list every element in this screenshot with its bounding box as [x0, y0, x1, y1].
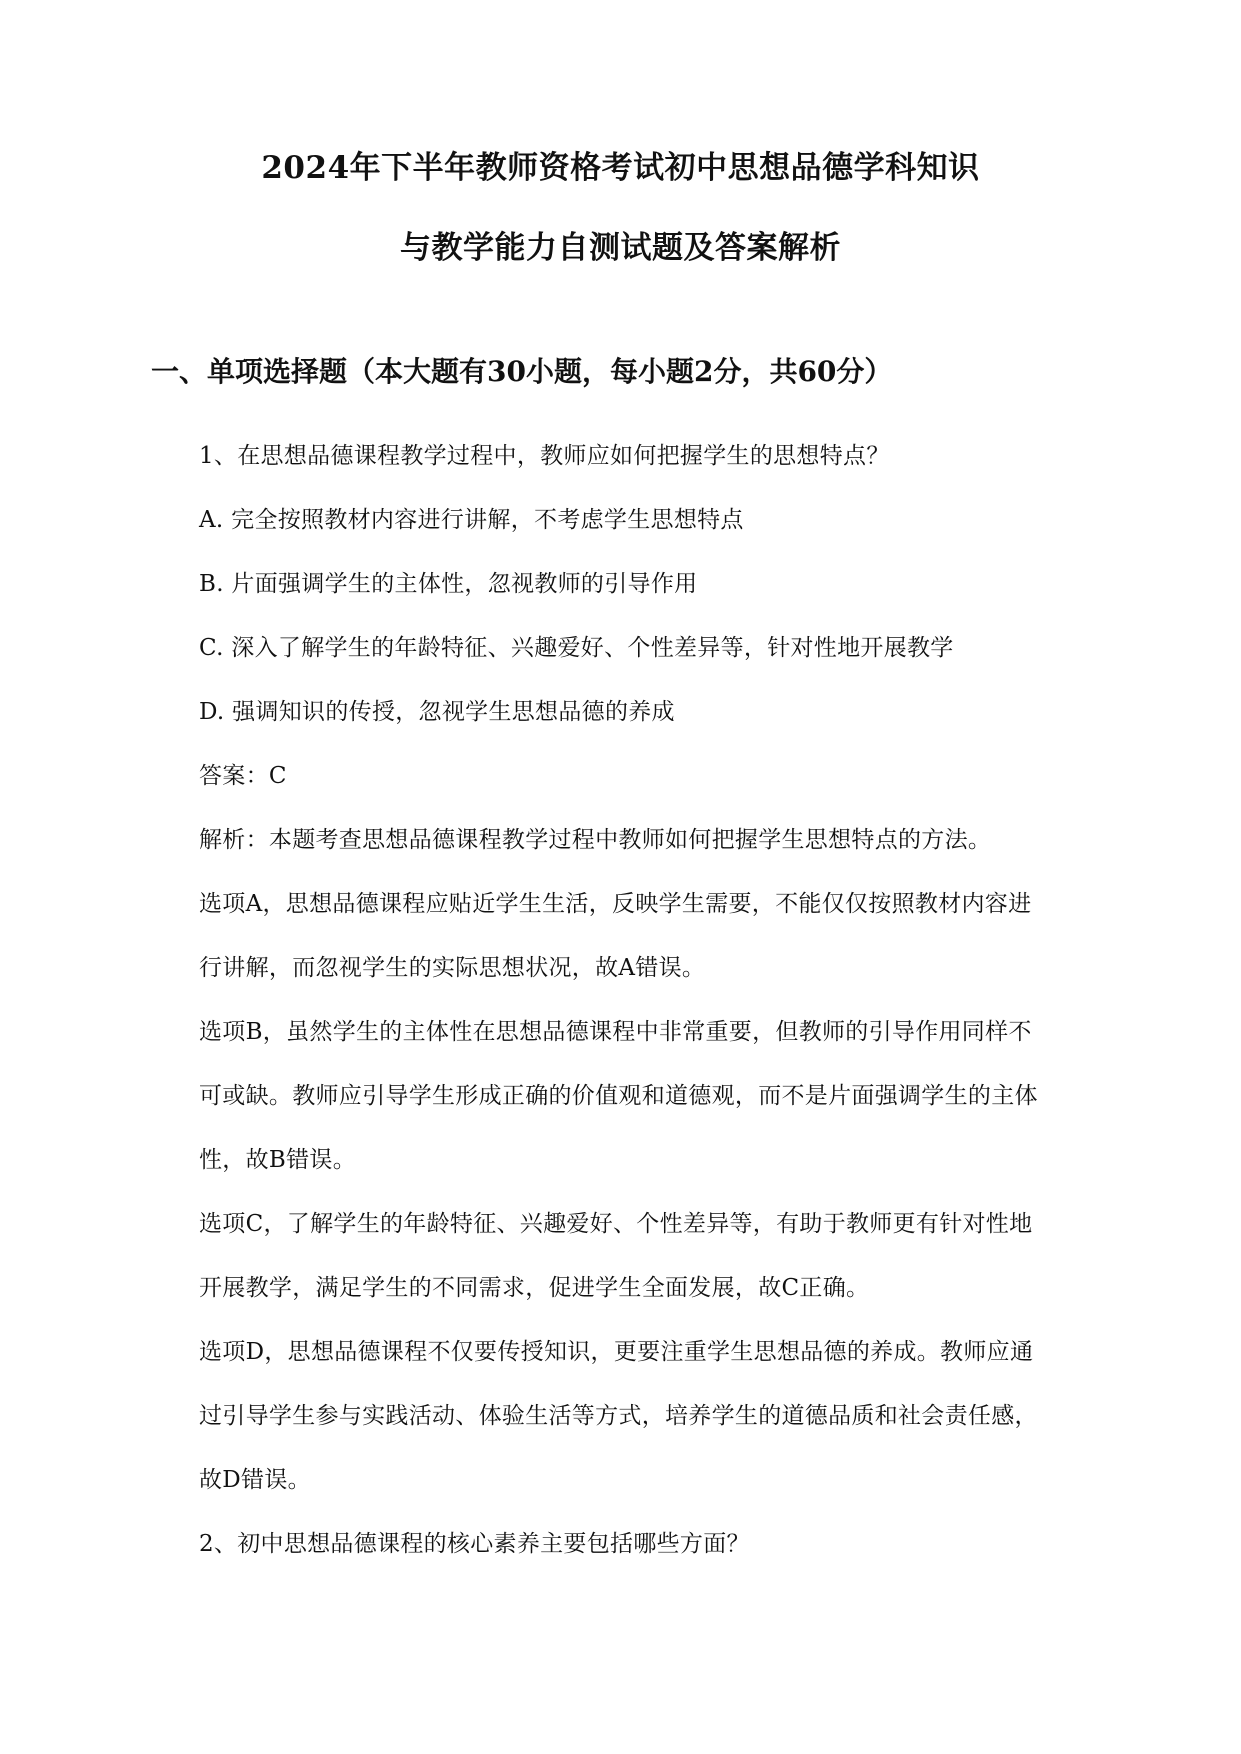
analysis-option-b-line-3: 性，故B错误。	[199, 1147, 357, 1173]
analysis-option-b-line-2: 可或缺。教师应引导学生形成正确的价值观和道德观，而不是片面强调学生的主体	[199, 1083, 1038, 1109]
analysis-option-d-line-3: 故D错误。	[199, 1467, 311, 1493]
analysis-option-b-line-1: 选项B，虽然学生的主体性在思想品德课程中非常重要，但教师的引导作用同样不	[199, 1019, 1032, 1045]
question-1-analysis-intro: 解析：本题考查思想品德课程教学过程中教师如何把握学生思想特点的方法。	[199, 827, 992, 853]
analysis-option-c-line-2: 开展教学，满足学生的不同需求，促进学生全面发展，故C正确。	[199, 1275, 870, 1301]
question-2-stem: 2、初中思想品德课程的核心素养主要包括哪些方面？	[199, 1531, 750, 1557]
analysis-option-c-line-1: 选项C，了解学生的年龄特征、兴趣爱好、个性差异等，有助于教师更有针对性地	[199, 1211, 1033, 1237]
analysis-option-a-line-2: 行讲解，而忽视学生的实际思想状况，故A错误。	[199, 955, 706, 981]
document-title-line-2: 与教学能力自测试题及答案解析	[400, 230, 841, 266]
question-1-option-b: B. 片面强调学生的主体性，忽视教师的引导作用	[199, 571, 698, 597]
question-1-option-d: D. 强调知识的传授，忽视学生思想品德的养成	[199, 699, 675, 725]
analysis-option-a-line-1: 选项A，思想品德课程应贴近学生生活，反映学生需要，不能仅仅按照教材内容进	[199, 891, 1032, 917]
question-1-stem: 1、在思想品德课程教学过程中，教师应如何把握学生的思想特点？	[199, 443, 890, 469]
question-1-option-c: C. 深入了解学生的年龄特征、兴趣爱好、个性差异等，针对性地开展教学	[199, 635, 954, 661]
section-heading: 一、单项选择题（本大题有30小题，每小题2分，共60分）	[151, 355, 893, 388]
document-title-line-1: 2024年下半年教师资格考试初中思想品德学科知识	[261, 150, 980, 186]
question-1-answer: 答案：C	[199, 763, 287, 789]
analysis-option-d-line-2: 过引导学生参与实践活动、体验生活等方式，培养学生的道德品质和社会责任感，	[199, 1403, 1038, 1429]
analysis-option-d-line-1: 选项D，思想品德课程不仅要传授知识，更要注重学生思想品德的养成。教师应通	[199, 1339, 1034, 1365]
question-1-option-a: A. 完全按照教材内容进行讲解，不考虑学生思想特点	[199, 507, 744, 533]
